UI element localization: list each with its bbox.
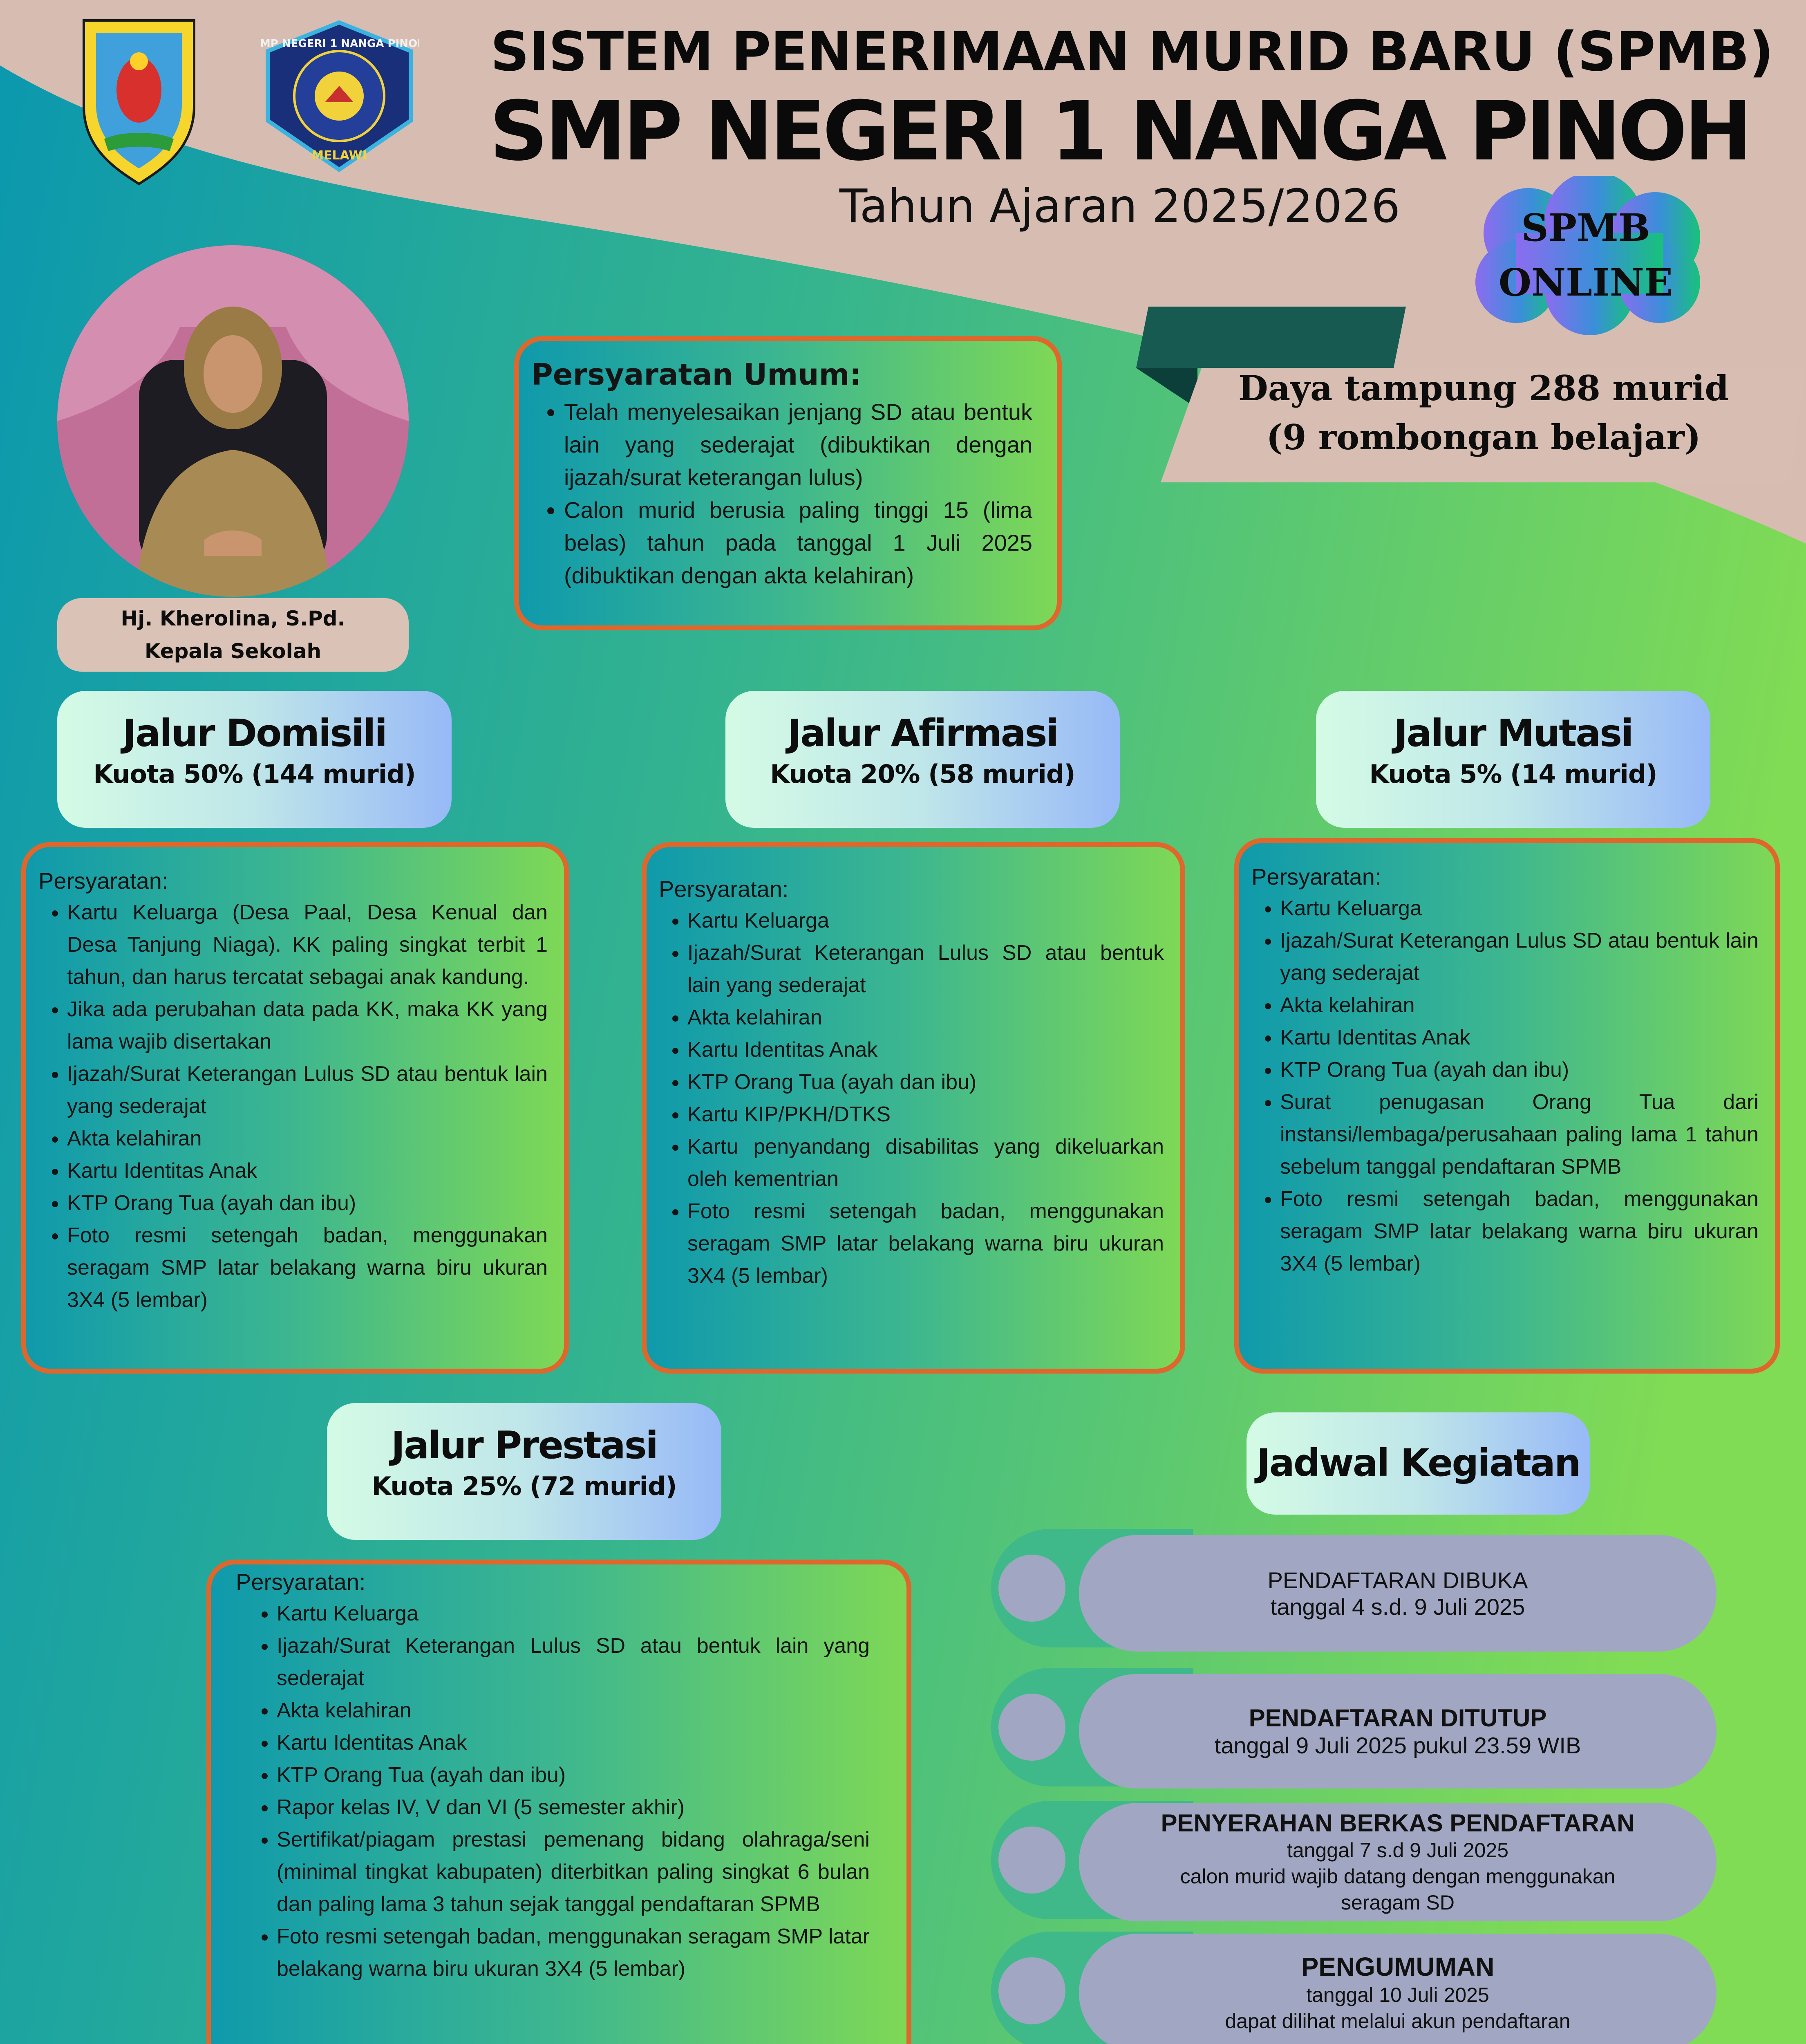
schedule-title: PENYERAHAN BERKAS PENDAFTARAN	[1161, 1809, 1635, 1837]
capacity-line2: (9 rombongan belajar)	[1266, 417, 1701, 457]
list-item: • Ijazah/Surat Keterangan Lulus SD atau bentuk lain yang sederajat	[277, 1630, 870, 1694]
academic-year: Tahun Ajaran 2025/2026	[839, 180, 1401, 233]
schedule-detail: seragam SD	[1341, 1891, 1455, 1914]
schedule-detail: calon murid wajib datang dengan menggunakan	[1180, 1865, 1616, 1888]
list-item: • Kartu Identitas Anak	[67, 1155, 548, 1187]
track-tag-mutasi	[1316, 691, 1710, 828]
requirements-label: Persyaratan:	[1251, 864, 1381, 890]
track-title: Jalur Prestasi	[391, 1423, 658, 1467]
list-item: • Kartu Identitas Anak	[1280, 1022, 1759, 1054]
requirements-box-domisili	[21, 842, 569, 1374]
schedule-heading-text: Jadwal Kegiatan	[1256, 1441, 1580, 1485]
spmb-online-badge	[1471, 200, 1700, 310]
principal-role: Kepala Sekolah	[144, 639, 322, 663]
list-item: • Kartu Keluarga	[277, 1598, 870, 1630]
list-item: • Ijazah/Surat Keterangan Lulus SD atau bentuk lain yang sederajat	[687, 937, 1164, 1002]
list-item: • Foto resmi setengah badan, menggunakan seragam SMP latar belakang warna biru ukuran 3X4 (5 lembar)	[67, 1219, 548, 1316]
list-item: • KTP Orang Tua (ayah dan ibu)	[277, 1759, 870, 1791]
list-item: • Akta kelahiran	[1280, 989, 1759, 1022]
list-item: • Ijazah/Surat Keterangan Lulus SD atau bentuk lain yang sederajat	[67, 1058, 548, 1123]
list-item: • Akta kelahiran	[67, 1123, 548, 1155]
capacity-info	[1210, 364, 1757, 462]
list-item: • Sertifikat/piagam prestasi pemenang bidang olahraga/seni (minimal tingkat kabupaten) diterbitkan paling singkat 6 bulan dan paling lama 3 tahun sejak tanggal pendaftaran SPMB	[277, 1824, 870, 1921]
list-item: • Ijazah/Surat Keterangan Lulus SD atau bentuk lain yang sederajat	[1280, 925, 1759, 989]
regency-crest-icon	[76, 16, 202, 188]
list-item: • Calon murid berusia paling tinggi 15 (lima belas) tahun pada tanggal 1 Juli 2025 (dibuktikan dengan akta kelahiran)	[564, 494, 1032, 592]
schedule-item-registration-open	[1079, 1535, 1716, 1652]
principal-photo	[57, 245, 409, 597]
schedule-title: PENDAFTARAN DITUTUP	[1249, 1704, 1547, 1732]
list-item: • Kartu KIP/PKH/DTKS	[687, 1098, 1164, 1131]
schedule-title: PENDAFTARAN DIBUKA	[1267, 1567, 1528, 1593]
schedule-item-announcement	[1079, 1934, 1716, 2044]
header-title-line2: SMP NEGERI 1 NANGA PINOH	[489, 84, 1749, 179]
list-item: • Rapor kelas IV, V dan VI (5 semester akhir)	[277, 1791, 870, 1824]
school-emblem-icon	[260, 18, 419, 174]
principal-namecard	[57, 598, 409, 672]
principal-name: Hj. Kherolina, S.Pd.	[121, 607, 345, 630]
list-item: • Akta kelahiran	[687, 1002, 1164, 1034]
general-requirements-heading: Persyaratan Umum:	[531, 357, 862, 392]
schedule-detail: tanggal 4 s.d. 9 Juli 2025	[1270, 1594, 1525, 1620]
list-item: • Kartu Keluarga	[1280, 892, 1759, 925]
regency-logo	[76, 16, 202, 188]
schedule-detail: tanggal 7 s.d 9 Juli 2025	[1287, 1838, 1509, 1862]
track-tag-prestasi	[327, 1403, 721, 1540]
list-item: • Kartu penyandang disabilitas yang dikeluarkan oleh kementrian	[687, 1131, 1164, 1195]
list-item: • Foto resmi setengah badan, menggunakan seragam SMP latar belakang warna biru ukuran 3X4 (5 lembar)	[687, 1195, 1164, 1292]
schedule-detail: tanggal 9 Juli 2025 pukul 23.59 WIB	[1214, 1732, 1581, 1758]
list-item: • Foto resmi setengah badan, menggunakan seragam SMP latar belakang warna biru ukuran 3X4 (5 lembar)	[1280, 1183, 1759, 1280]
track-quota: Kuota 5% (14 murid)	[1369, 759, 1657, 789]
svg-text:SMP NEGERI 1 NANGA PINOH: SMP NEGERI 1 NANGA PINOH	[260, 38, 419, 50]
requirements-box-mutasi	[1234, 838, 1780, 1374]
list-item: • KTP Orang Tua (ayah dan ibu)	[1280, 1054, 1759, 1086]
principal-portrait-icon	[57, 245, 409, 597]
badge-line1: SPMB	[1521, 206, 1650, 250]
list-item: • KTP Orang Tua (ayah dan ibu)	[67, 1187, 548, 1219]
schedule-detail: dapat dilihat melalui akun pendaftaran	[1225, 2010, 1571, 2033]
list-item: • Jika ada perubahan data pada KK, maka KK yang lama wajib disertakan	[67, 993, 548, 1058]
track-quota: Kuota 20% (58 murid)	[770, 759, 1075, 789]
requirements-label: Persyaratan:	[659, 876, 789, 902]
svg-text:MELAWI: MELAWI	[311, 148, 367, 163]
track-quota: Kuota 25% (72 murid)	[371, 1471, 677, 1501]
general-requirements-box	[514, 336, 1062, 630]
schedule-title: PENGUMUMAN	[1301, 1952, 1495, 1981]
list-item: • Foto resmi setengah badan, menggunakan seragam SMP latar belakang warna biru ukuran 3X4 (5 lembar)	[277, 1921, 870, 1985]
schedule-heading	[1247, 1412, 1590, 1515]
track-tag-afirmasi	[725, 691, 1120, 828]
schedule-detail: tanggal 10 Juli 2025	[1306, 1983, 1489, 2006]
list-item: • Kartu Identitas Anak	[687, 1034, 1164, 1066]
capacity-line1: Daya tampung 288 murid	[1238, 368, 1729, 408]
requirements-label: Persyaratan:	[38, 868, 168, 894]
track-title: Jalur Mutasi	[1394, 711, 1633, 755]
schedule-item-registration-closed	[1079, 1674, 1716, 1788]
list-item: • Kartu Identitas Anak	[277, 1727, 870, 1759]
track-title: Jalur Afirmasi	[787, 711, 1058, 755]
school-logo	[260, 18, 419, 174]
requirements-label: Persyaratan:	[236, 1569, 366, 1595]
schedule-item-document-submission	[1079, 1803, 1716, 1921]
list-item: • Surat penugasan Orang Tua dari instansi/lembaga/perusahaan paling lama 1 tahun sebelum tanggal pendaftaran SPMB	[1280, 1086, 1759, 1183]
list-item: • KTP Orang Tua (ayah dan ibu)	[687, 1066, 1164, 1098]
header-title-line1: SISTEM PENERIMAAN MURID BARU (SPMB)	[490, 20, 1773, 83]
list-item: • Kartu Keluarga (Desa Paal, Desa Kenual dan Desa Tanjung Niaga). KK paling singkat terbit 1 tahun, dan harus tercatat sebagai anak kandung.	[67, 896, 548, 993]
list-item: • Akta kelahiran	[277, 1694, 870, 1727]
requirements-box-afirmasi	[642, 842, 1185, 1374]
track-quota: Kuota 50% (144 murid)	[93, 759, 416, 789]
list-item: • Telah menyelesaikan jenjang SD atau bentuk lain yang sederajat (dibuktikan dengan ijazah/surat keterangan lulus)	[564, 396, 1032, 494]
track-title: Jalur Domisili	[122, 711, 387, 755]
list-item: • Kartu Keluarga	[687, 905, 1164, 937]
track-tag-domisili	[57, 691, 452, 828]
requirements-box-prestasi	[206, 1560, 911, 2044]
badge-line2: ONLINE	[1498, 260, 1673, 305]
